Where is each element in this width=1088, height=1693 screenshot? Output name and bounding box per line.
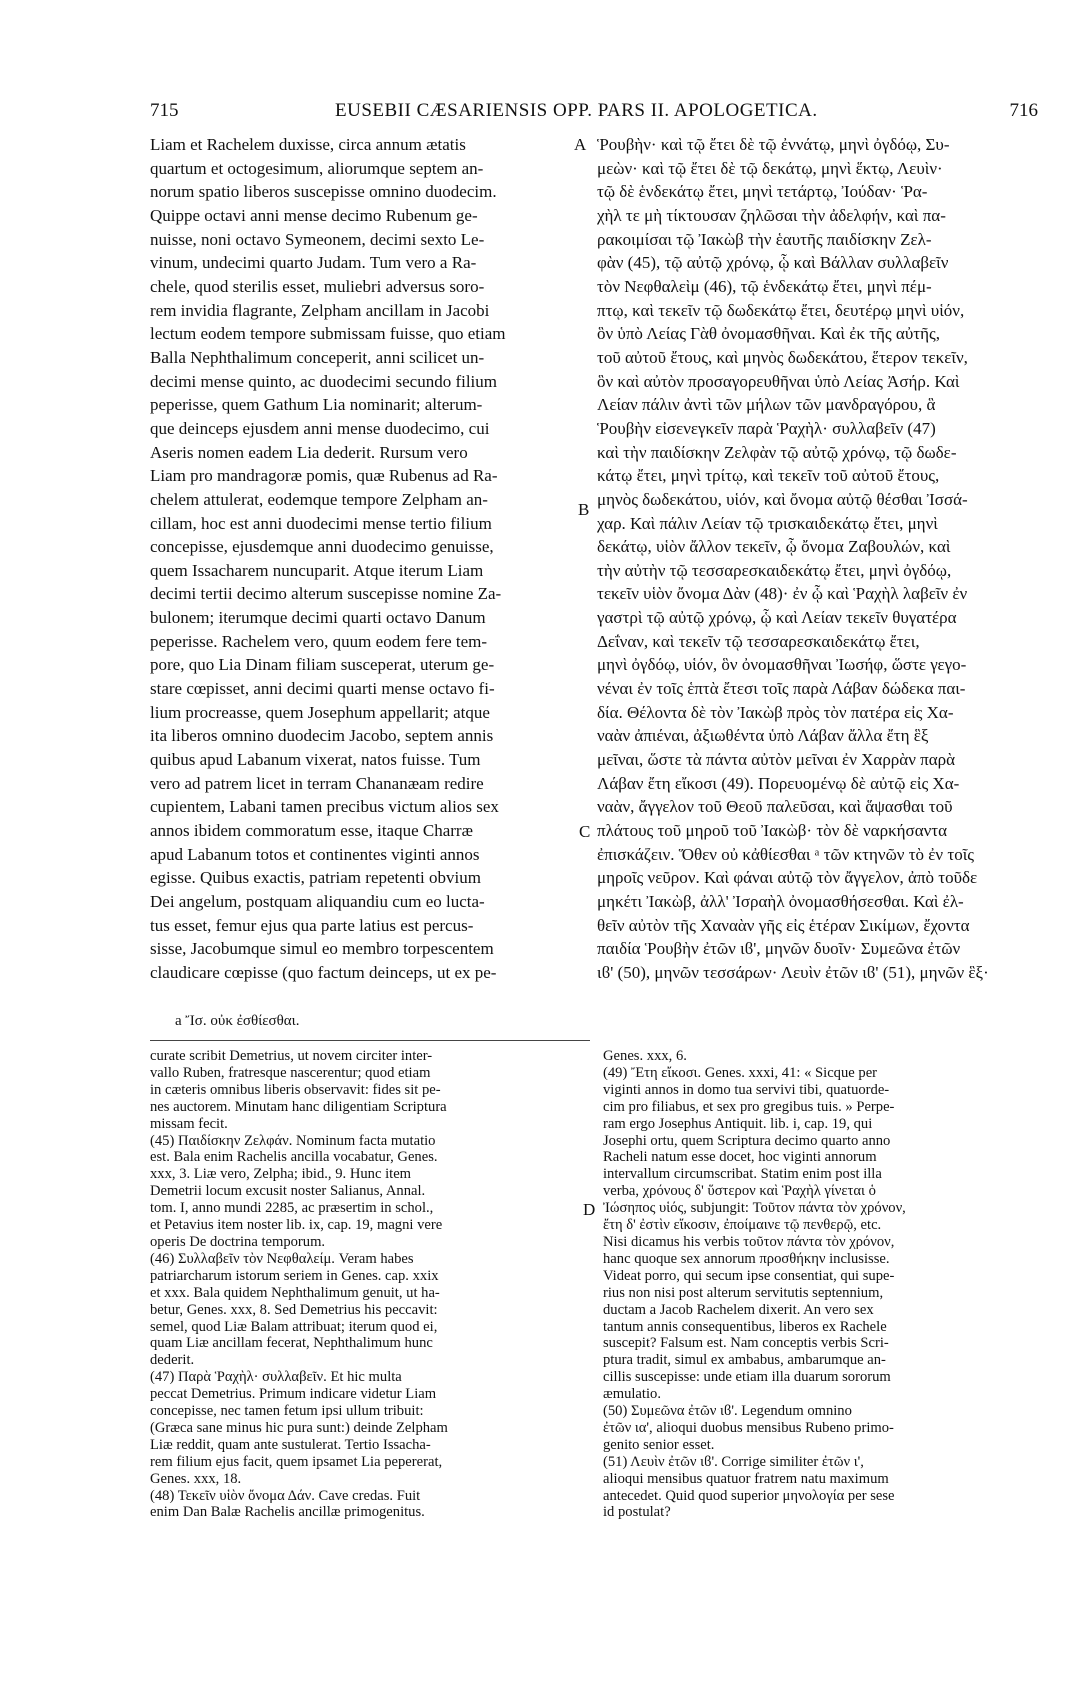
latin-text-line: que deinceps ejusdem anni mense duodecimo, cui	[150, 418, 490, 438]
right-note-line: Josephi ortu, quem Scriptura decimo quarto anno	[603, 1132, 891, 1149]
greek-text-line: μηκέτι Ἰακὼβ, ἀλλ' Ἰσραὴλ ὀνομασθήσεσθαι. Καὶ ἐλ-	[597, 892, 964, 911]
latin-text-line: decimi tertii decimo alterum suscepisse nomine Za-	[150, 584, 502, 604]
left-note-line: betur, Genes. xxx, 8. Sed Demetrius his peccavit:	[150, 1301, 438, 1318]
latin-text-line: lectum eodem tempore submissam fuisse, quo etiam	[150, 324, 506, 344]
left-note-line: (47) Παρὰ Ῥαχὴλ· συλλαβεῖν. Et hic multa	[150, 1369, 402, 1386]
greek-text-line: ὃν ὑπὸ Λείας Γὰθ ὀνομασθῆναι. Καὶ ἐκ τῆς αὐτῆς,	[597, 324, 940, 344]
latin-text-line: claudicare cœpisse (quo factum deinceps, ut ex pe-	[150, 962, 497, 982]
greek-text-line: ἐπισκάζειν. Ὅθεν οὐ κἀθίεσθαι ᵃ τῶν κτηνῶν τὸ ἐν τοῖς	[597, 844, 974, 864]
latin-text-line: norum spatio liberos suscepisse omnino duodecim.	[150, 182, 497, 202]
margin-letter-c: C	[579, 822, 591, 841]
greek-text-line: ναὰν, ἄγγελον τοῦ Θεοῦ παλεῦσαι, καὶ ἅψασθαι τοῦ	[597, 797, 953, 817]
greek-text-line: παιδία Ῥουβὴν ἐτῶν ιϐ', μηνῶν δυοῖν· Συμεῶνα ἐτῶν	[597, 939, 961, 959]
right-note-line: Racheli natum esse docet, hoc viginti annorum	[603, 1149, 877, 1166]
latin-text-line: cillam, hoc est anni duodecimi mense tertio filium	[150, 513, 492, 533]
left-note-line: dederit.	[150, 1352, 195, 1369]
left-note-line: semel, quod Liæ Balam attribuat; iterum quod ei,	[150, 1318, 438, 1335]
left-note-line: et Petavius item noster lib. ix, cap. 19, magni vere	[150, 1217, 443, 1234]
greek-text-line: νέναι ἐν τοῖς ἑπτὰ ἔτεσι τοῖς παρὰ Λάβαν δώδεκα παι-	[597, 679, 966, 699]
latin-text-line: Liam pro mandragoræ pomis, quæ Rubenus ad Ra-	[150, 466, 498, 486]
latin-main-column	[150, 133, 591, 985]
page-number-right: 716	[1009, 100, 1038, 121]
greek-text-line: Ῥουβὴν εἰσενεγκεῖν παρὰ Ῥαχὴλ· συλλαβεῖν (47)	[597, 418, 936, 438]
right-note-line: cim pro filiabus, et sex pro gregibus tuis. » Perpe-	[603, 1098, 895, 1115]
greek-text-line: τεκεῖν υἱὸν ὄνομα Δὰν (48)· ἐν ᾧ καὶ Ῥαχὴλ λαβεῖν ἐν	[597, 584, 968, 604]
greek-text-line: καὶ τὴν παιδίσκην Ζελφὰν τῷ αὐτῷ χρόνῳ, τῷ δωδε-	[597, 442, 957, 462]
separator-rule	[150, 1040, 590, 1041]
greek-text-line: πτῳ, καὶ τεκεῖν τῷ δωδεκάτῳ ἔτει, δευτέρῳ μηνὶ υἱόν,	[597, 300, 965, 320]
latin-text-line: annos ibidem commoratum esse, itaque Charræ	[150, 821, 473, 841]
greek-text-line: τὸν Νεφθαλεὶμ (46), τῷ ἑνδεκάτῳ ἔτει, μηνὶ πέμ-	[597, 276, 932, 296]
greek-text-line: ρακοιμίσαι τῷ Ἰακὼβ τὴν ἑαυτῆς παιδίσκην Ζελ-	[597, 229, 932, 249]
right-note-line: hanc quoque sex annorum προσθήκην inclusisse.	[603, 1250, 890, 1267]
left-note-line: Genes. xxx, 18.	[150, 1470, 242, 1487]
latin-text-line: Dei angelum, postquam aliquandiu cum eo lucta-	[150, 892, 485, 911]
left-note-line: (45) Παιδίσκην Ζελφάν. Nominum facta mutatio	[150, 1132, 436, 1149]
greek-text-line: χὴλ τε μὴ τίκτουσαν ζηλῶσαι τὴν ἀδελφήν, καὶ πα-	[597, 205, 946, 225]
left-note-line: tom. I, anno mundi 2285, ac præsertim in schol.,	[150, 1200, 434, 1217]
right-note-line: Nisi dicamus his verbis τοῦτον πάντα τὸν χρόνον,	[603, 1233, 895, 1250]
right-notes-column	[603, 1048, 1037, 1521]
left-note-line: peccat Demetrius. Primum indicare videtur Liam	[150, 1386, 437, 1403]
latin-text-line: chelem attulerat, eodemque tempore Zelpham an-	[150, 489, 488, 509]
right-note-line: cillis suscepisse: unde etiam illa duarum sororum	[603, 1369, 891, 1386]
latin-text-line: quem Issacharem nuncuparit. Atque iterum Liam	[150, 560, 484, 580]
latin-text-line: peperisse. Rachelem vero, quum eodem fere tem-	[150, 631, 488, 651]
greek-text-line: ιϐ' (50), μηνῶν τεσσάρων· Λευὶν ἐτῶν ιϐ' (51), μηνῶν ἓξ·	[597, 962, 989, 982]
greek-text-line: τῷ δὲ ἑνδεκάτῳ ἔτει, μηνὶ τετάρτῳ, Ἰούδαν· Ῥα-	[597, 182, 928, 202]
left-note-line: nes auctorem. Minutam hanc diligentiam Scriptura	[150, 1098, 447, 1115]
left-note-line: xxx, 3. Liæ vero, Zelpha; ibid., 9. Hunc item	[150, 1166, 412, 1183]
margin-letter-b: B	[578, 500, 590, 519]
greek-text-line: τοῦ αὐτοῦ ἔτους, καὶ μηνὸς δωδεκάτου, ἕτερον τεκεῖν,	[597, 347, 968, 367]
right-note-line: (49) Ἔτη εἴκοσι. Genes. xxxi, 41: « Sicque per	[603, 1064, 878, 1081]
greek-text-line: Ῥουβὴν· καὶ τῷ ἔτει δὲ τῷ ἐννάτῳ, μηνὶ ὀγδόῳ, Συ-	[597, 135, 950, 154]
right-note-line: (51) Λευὶν ἐτῶν ιϐ'. Corrige similiter ἐτῶν ι',	[603, 1453, 864, 1470]
left-note-line: Demetrii locum excusit noster Salianus, Annal.	[150, 1183, 426, 1200]
right-note-line: æmulatio.	[603, 1386, 661, 1403]
latin-text-line: bulonem; iterumque decimi quarti octavo Danum	[150, 608, 486, 628]
greek-text-line: μηνὶ ὀγδόῳ, υἱόν, ὃν ὀνομασθῆναι Ἰωσήφ, ὥστε γεγο-	[597, 655, 967, 675]
right-note-line: Genes. xxx, 6.	[603, 1048, 687, 1064]
greek-text-line: χαρ. Καὶ πάλιν Λείαν τῷ τρισκαιδεκάτῳ ἔτει, μηνὶ	[597, 513, 938, 533]
left-note-line: (Græca sane minus hic pura sunt:) deinde Zelpham	[150, 1419, 448, 1436]
running-header	[150, 100, 1038, 128]
right-note-line: ἐτῶν ια', alioqui duobus mensibus Rubeno primo-	[603, 1419, 894, 1436]
right-note-line: ram ergo Josephus Antiquit. lib. i, cap. 19, qui	[603, 1115, 873, 1132]
right-note-line: (50) Συμεῶνα ἐτῶν ιϐ'. Legendum omnino	[603, 1403, 852, 1420]
latin-text-line: lium procreasse, quem Josephum appellarit; atque	[150, 702, 490, 722]
right-note-line: genito senior esset.	[603, 1436, 715, 1453]
right-note-line: intervallum circumscribat. Statim enim post illa	[603, 1166, 882, 1183]
left-note-line: curate scribit Demetrius, ut novem circiter inter-	[150, 1048, 433, 1064]
greek-text-line: ὃν καὶ αὐτὸν προσαγορευθῆναι ὑπὸ Λείας Ἀσήρ. Καὶ	[597, 371, 960, 391]
page-number-left: 715	[150, 100, 179, 121]
left-note-line: operis De doctrina temporum.	[150, 1233, 326, 1250]
left-note-line: in cæteris omnibus liberis observavit: fides sit pe-	[150, 1081, 441, 1098]
left-note-line: vallo Ruben, fratresque nascerentur; quod etiam	[150, 1064, 431, 1081]
latin-text-line: vinum, undecimi quarto Judam. Tum vero a Ra-	[150, 253, 477, 273]
latin-text-line: chele, quod sterilis esset, muliebri adversus soro-	[150, 276, 485, 296]
left-note-line: concepisse, nec tamen fetum ipsi ullum tribuit:	[150, 1403, 424, 1420]
right-note-line: suscepit? Falsum est. Nam conceptis verbis Scri-	[603, 1335, 889, 1352]
greek-text-line: πλάτους τοῦ μηροῦ τοῦ Ἰακὼβ· τὸν δὲ ναρκήσαντα	[597, 821, 948, 841]
left-note-line: (48) Τεκεῖν υἱὸν ὄνομα Δάν. Cave credas. Fuit	[150, 1487, 421, 1504]
right-note-line: tantum annis consequentibus, liberos ex Rachele	[603, 1318, 887, 1335]
latin-text-line: concepisse, ejusdemque anni duodecimo genuisse,	[150, 537, 494, 557]
latin-text-line: Quippe octavi anni mense decimo Rubenum ge-	[150, 205, 478, 225]
left-note-line: Liæ reddit, quam ante sustulerat. Tertio Issacha-	[150, 1436, 431, 1453]
latin-text-line: pore, quo Lia Dinam filiam susceperat, uterum ge-	[150, 655, 495, 675]
greek-text-line: γαστρὶ τῷ αὐτῷ χρόνῳ, ᾧ καὶ Λείαν τεκεῖν θυγατέρα	[597, 608, 957, 628]
latin-text-line: decimi mense quinto, ac duodecimi secundo filium	[150, 371, 497, 391]
left-note-line: (46) Συλλαβεῖν τὸν Νεφθαλείμ. Veram habes	[150, 1250, 414, 1267]
latin-text-line: Aseris nomen eadem Lia dederit. Rursum vero	[150, 442, 468, 462]
greek-main-column	[597, 133, 1037, 985]
greek-text-line: μεῖναι, ὥστε τὰ πάντα αὐτὸν μεῖναι ἐν Χαρρὰν παρὰ	[597, 750, 956, 770]
left-note-line: missam fecit.	[150, 1115, 228, 1132]
right-note-line: verba, χρόνους δ' ὕστερον καὶ Ῥαχὴλ γίνεται ὁ	[603, 1183, 876, 1200]
latin-text-line: nuisse, noni octavo Symeonem, decimi sexto Le-	[150, 229, 485, 249]
latin-text-line: stare cœpisset, anni decimi quarti mense octavo fi-	[150, 679, 495, 699]
latin-text-line: vero ad patrem licet in terram Chananæam redire	[150, 773, 484, 793]
latin-text-line: egisse. Quibus exactis, patriam repetenti obvium	[150, 868, 481, 888]
greek-text-line: μηροῖς νεῦρον. Καὶ φάναι αὐτῷ τὸν ἄγγελον, ἀπὸ τοῦδε	[597, 868, 978, 888]
greek-text-line: θεῖν αὐτὸν τῆς Χαναὰν γῆς εἰς ἑτέραν Σικίμων, ἔχοντα	[597, 915, 970, 935]
margin-letter-d: D	[583, 1200, 596, 1219]
right-note-line: ptura tradit, simul ex ambabus, ambarumque an-	[603, 1352, 886, 1369]
right-note-line: ἔτη δ' ἐστὶν εἴκοσιν, ἐποίμαινε τῷ πενθερῷ, etc.	[603, 1217, 882, 1234]
greek-text-line: τὴν αὐτὴν τῷ τεσσαρεσκαιδεκάτῳ ἔτει, μηνὶ ὀγδόῳ,	[597, 560, 952, 580]
latin-text-line: apud Labanum totos et continentes viginti annos	[150, 844, 480, 864]
right-note-line: antecedet. Quid quod superior μηνολογία per sese	[603, 1487, 895, 1504]
left-note-line: quam Liæ ancillam fecerat, Nephthalimum hunc	[150, 1335, 433, 1352]
right-note-line: ductam a Jacob Rachelem dixerit. An vero sex	[603, 1301, 874, 1318]
left-note-line: enim Dan Balæ Rachelis ancillæ primogenitus.	[150, 1504, 425, 1521]
right-note-line: viginti annos in domo tua servivi tibi, quatuorde-	[603, 1081, 890, 1098]
latin-text-line: quartum et octogesimum, aliorumque septem an-	[150, 158, 484, 178]
greek-text-line: κάτῳ ἔτει, μηνὶ τρίτῳ, καὶ τεκεῖν τοῦ αὐτοῦ ἔτους,	[597, 466, 940, 486]
latin-text-line: Balla Nephthalimum conceperit, anni scilicet un-	[150, 347, 485, 367]
greek-text-line: φὰν (45), τῷ αὐτῷ χρόνῳ, ᾧ καὶ Βάλλαν συλλαβεῖν	[597, 253, 949, 273]
latin-text-line: tus esset, femur ejus qua parte latius est percus-	[150, 915, 474, 935]
latin-text-line: ita liberos omnino duodecim Jacobo, septem annis	[150, 726, 494, 746]
left-note-line: est. Bala enim Rachelis ancilla vocabatur, Genes.	[150, 1149, 438, 1166]
greek-text-line: ναὰν ἀπιέναι, ἀξιωθέντα ὑπὸ Λάβαν ἄλλα ἔτη ἓξ	[597, 726, 929, 746]
latin-text-line: Liam et Rachelem duxisse, circa annum ætatis	[150, 135, 466, 154]
left-note-line: patriarcharum istorum seriem in Genes. cap. xxix	[150, 1267, 439, 1284]
right-note-line: rius non nisi post alterum servitutis septennium,	[603, 1284, 884, 1301]
latin-text-line: cupientem, Labani tamen precibus victum alios sex	[150, 797, 499, 817]
latin-text-line: peperisse, quem Gathum Lia nominarit; alterum-	[150, 395, 483, 415]
right-note-line: Videat porro, qui secum ipse consentiat, qui supe-	[603, 1267, 895, 1284]
greek-text-line: Δεΐναν, καὶ τεκεῖν τῷ τεσσαρεσκαιδεκάτῳ ἔτει,	[597, 631, 920, 651]
latin-text-line: rem invidia flagrante, Zelpham ancillam in Jacobi	[150, 300, 490, 320]
greek-text-line: μηνὸς δωδεκάτου, υἱόν, καὶ ὄνομα αὐτῷ θέσθαι Ἰσσά-	[597, 489, 968, 509]
greek-text-line: δία. Θέλοντα δὲ τὸν Ἰακὼβ πρὸς τὸν πατέρα εἰς Χα-	[597, 702, 954, 722]
latin-text-line: quibus apud Labanum vixerat, natos fuisse. Tum	[150, 750, 481, 770]
right-note-line: alioqui mensibus quatuor fratrem natu maximum	[603, 1470, 889, 1487]
greek-text-line: δεκάτῳ, υἱὸν ἄλλον τεκεῖν, ᾧ ὄνομα Ζαβουλών, καὶ	[597, 537, 951, 557]
left-note-line: rem filium ejus facit, quem ipsamet Lia pepererat,	[150, 1453, 443, 1470]
footnote-variant: a Ἴσ. οὐκ ἐσθίεσθαι.	[175, 1013, 300, 1029]
right-note-line: id postulat?	[603, 1504, 671, 1521]
margin-letter-a: A	[574, 135, 587, 154]
greek-text-line: Λάβαν ἔτη εἴκοσι (49). Πορευομένῳ δὲ αὐτῷ εἰς Χα-	[597, 773, 960, 793]
right-note-line: Ἰώσηπος υἱός, subjungit: Τοῦτον πάντα τὸν χρόνον,	[603, 1200, 906, 1217]
greek-text-line: Λείαν πάλιν ἀντὶ τῶν μήλων τῶν μανδραγόρου, ἃ	[597, 395, 936, 415]
greek-text-line: μεὼν· καὶ τῷ ἔτει δὲ τῷ δεκάτῳ, μηνὶ ἕκτῳ, Λευὶν·	[597, 158, 943, 178]
left-note-line: et xxx. Bala quidem Nephthalimum genuit, ut ha-	[150, 1284, 440, 1301]
latin-text-line: sisse, Jacobumque simul eo membro torpescentem	[150, 939, 494, 959]
left-notes-column	[150, 1048, 586, 1521]
running-title: EUSEBII CÆSARIENSIS OPP. PARS II. APOLOGETICA.	[335, 100, 818, 121]
